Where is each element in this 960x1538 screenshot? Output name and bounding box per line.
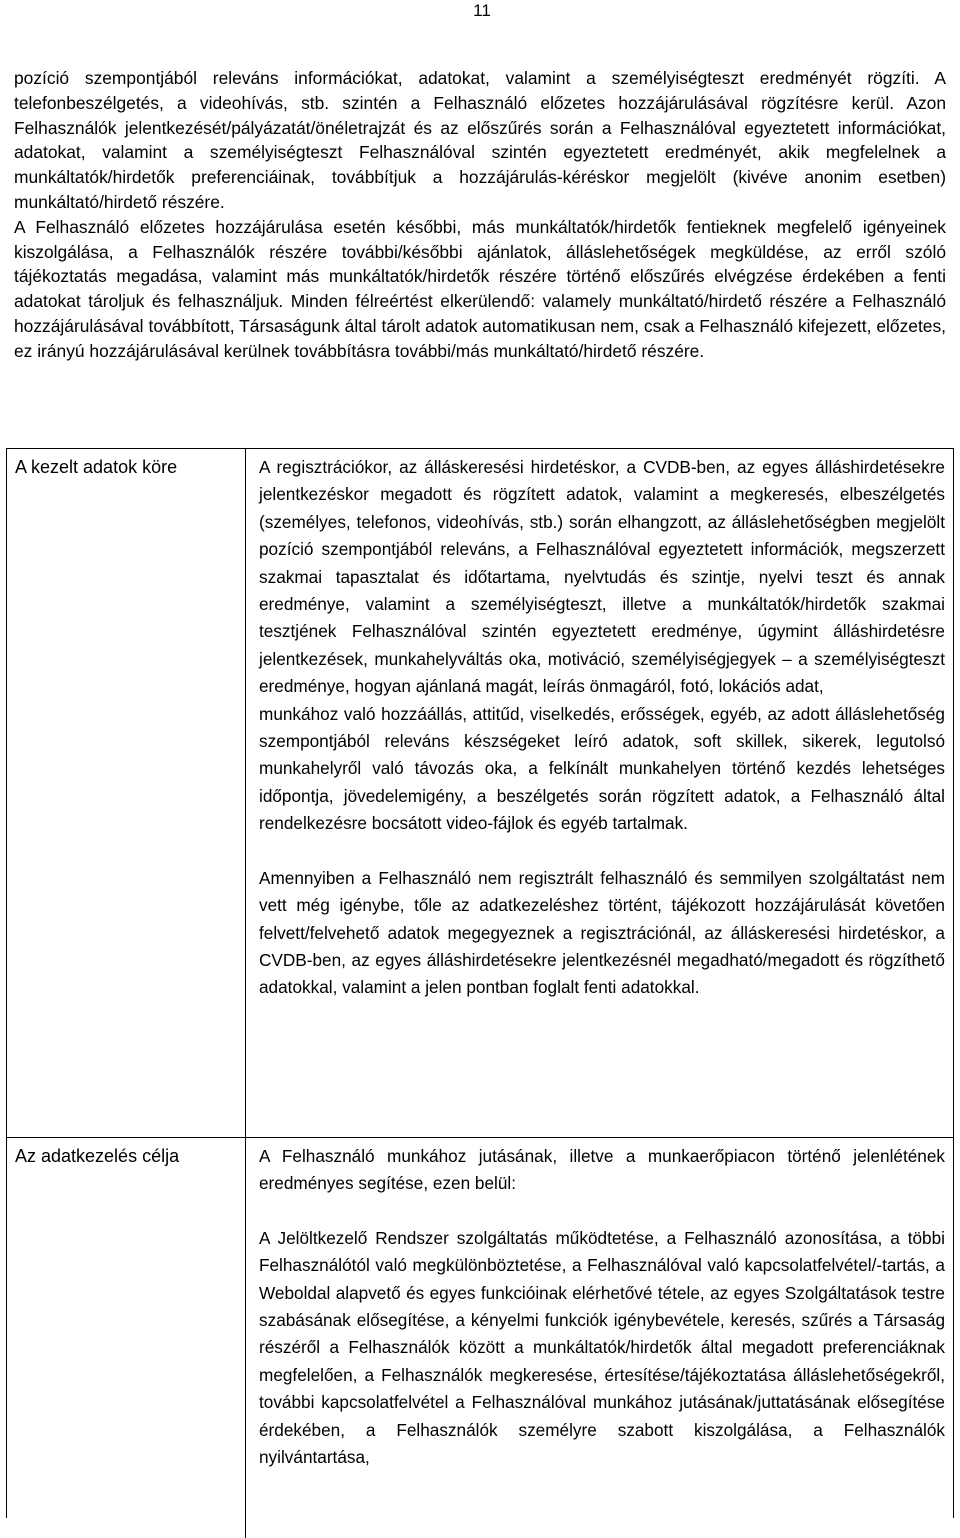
data-table: [6, 448, 954, 1518]
intro-text: [14, 66, 946, 364]
column-divider: [245, 449, 246, 1137]
row-content-data-scope: [259, 454, 945, 1002]
page-number: 11: [473, 1, 491, 20]
column-divider: [245, 1138, 246, 1538]
row-label-purpose: Az adatkezelés célja: [15, 1146, 180, 1166]
content-paragraph: A Felhasználó munkához jutásának, illetve a munkaerőpiacon történő jelenlétének eredményes segítése, ezen belül:: [259, 1146, 945, 1194]
table-row-purpose: [7, 1138, 953, 1538]
intro-paragraph-2: A Felhasználó előzetes hozzájárulása esetén későbbi, más munkáltatók/hirdetők fentieknek megfelelő igényeinek kiszolgálása, a Felhasználók részére további/későbbi ajánlatok, álláslehetőségek megküldése, az erről szóló tájékoztatás megadása, valamint más munkáltatók/hirdetők részére történő előszűrés elvégzése érdekében a fenti adatokat tároljuk és felhasználjuk. Minden félreértést elkerülendő: valamely munkáltató/hirdető részére a Felhasználó hozzájárulásával továbbított, Társaságunk által tárolt adatok automatikusan nem, csak a Felhasználó kifejezett, előzetes, ez irányú hozzájárulásával kerülnek továbbításra további/más munkáltató/hirdető részére.: [14, 216, 946, 361]
content-paragraph: A Jelöltkezelő Rendszer szolgáltatás működtetése, a Felhasználó azonosítása, a többi Felhasználótól való megkülönböztetése, a Felhasználóval való kapcsolatfelvétel/-tartás, a Weboldal alapvető és egyes funkcióinak elérhetővé tétele, az egyes Szolgáltatások testre szabásának elősegítése, a kényelmi funkciók igénybevétele, keresés, szűrés a Társaság részéről a Felhasználók között a munkáltatók/hirdetők által megadott preferenciáknak megfelelően, a Felhasználók megkeresése, értesítése/tájékoztatása álláslehetőségekről, további kapcsolatfelvétel a Felhasználóval munkához jutásának/juttatásának elősegítése érdekében, a Felhasználók személyre szabott kiszolgálása, a Felhasználók nyilvántartása,: [259, 1227, 945, 1468]
content-paragraph: munkához való hozzáállás, attitűd, viselkedés, erősségek, egyéb, az adott álláslehetőség szempontjából releváns készségeket leíró adatok, soft skillek, sikerek, legutolsó munkahelyről való távozás oka, a felkínált munkahelyen történő kezdés lehetséges időpontja, jövedelemigény, a beszélgetés során rögzített adatok, a Felhasználó által rendelkezésre bocsátott video-fájlok és egyéb tartalmak.: [259, 703, 945, 834]
row-content-purpose: [259, 1143, 945, 1471]
row-label-data-scope: A kezelt adatok köre: [15, 457, 178, 477]
table-row-data-scope: [7, 449, 953, 1138]
content-paragraph: A regisztrációkor, az álláskeresési hirdetéskor, a CVDB-ben, az egyes álláshirdetésekre jelentkezéskor megadott és rögzített adatok, valamint a megkeresés, elbeszélgetés (személyes, telefonos, videohívás, stb.) során elhangzott, az álláslehetőségben megjelölt pozíció szempontjából releváns, a Felhasználóval egyeztetett információk, megszerzett szakmai tapasztalat és időtartama, nyelvtudás és szintje, nyelvi teszt és annak eredménye, valamint a személyiségteszt, illetve a munkáltatók/hirdetők szakmai tesztjének Felhasználóval szintén egyeztetett eredménye, úgymint álláshirdetésre jelentkezések, munkahelyváltás oka, motiváció, személyiségjegyek – a személyiségteszt eredménye, hogyan ajánlaná magát, leírás önmagáról, fotó, lokációs adat,: [259, 457, 945, 697]
intro-paragraph-1: pozíció szempontjából releváns információkat, adatokat, valamint a személyiségteszt eredményét rögzíti. A telefonbeszélgetés, a videohívás, stb. szintén a Felhasználó előzetes hozzájárulásával rögzítésre kerül. Azon Felhasználók jelentkezését/pályázatát/önéletrajzát és az előszűrés során a Felhasználóval egyeztetett információkat, adatokat, valamint a személyiségteszt Felhasználóval szintén egyeztetett eredményét, akik megfelelnek a munkáltatók/hirdetők preferenciáinak, továbbítjuk a hozzájárulás-kéréskor megjelölt (kivéve anonim esetben) munkáltató/hirdető részére.: [14, 68, 946, 212]
content-paragraph: Amennyiben a Felhasználó nem regisztrált felhasználó és semmilyen szolgáltatást nem vett még igénybe, tőle az adatkezeléshez történt, tájékozott hozzájárulását követően felvett/felvehető adatok megegyeznek a regisztrációnál, az álláskeresési hirdetéskor, a CVDB-ben, az egyes álláshirdetésekre jelentkezésnél megadható/megadott és rögzíthető adatokkal, valamint a jelen pontban foglalt fenti adatokkal.: [259, 867, 945, 998]
